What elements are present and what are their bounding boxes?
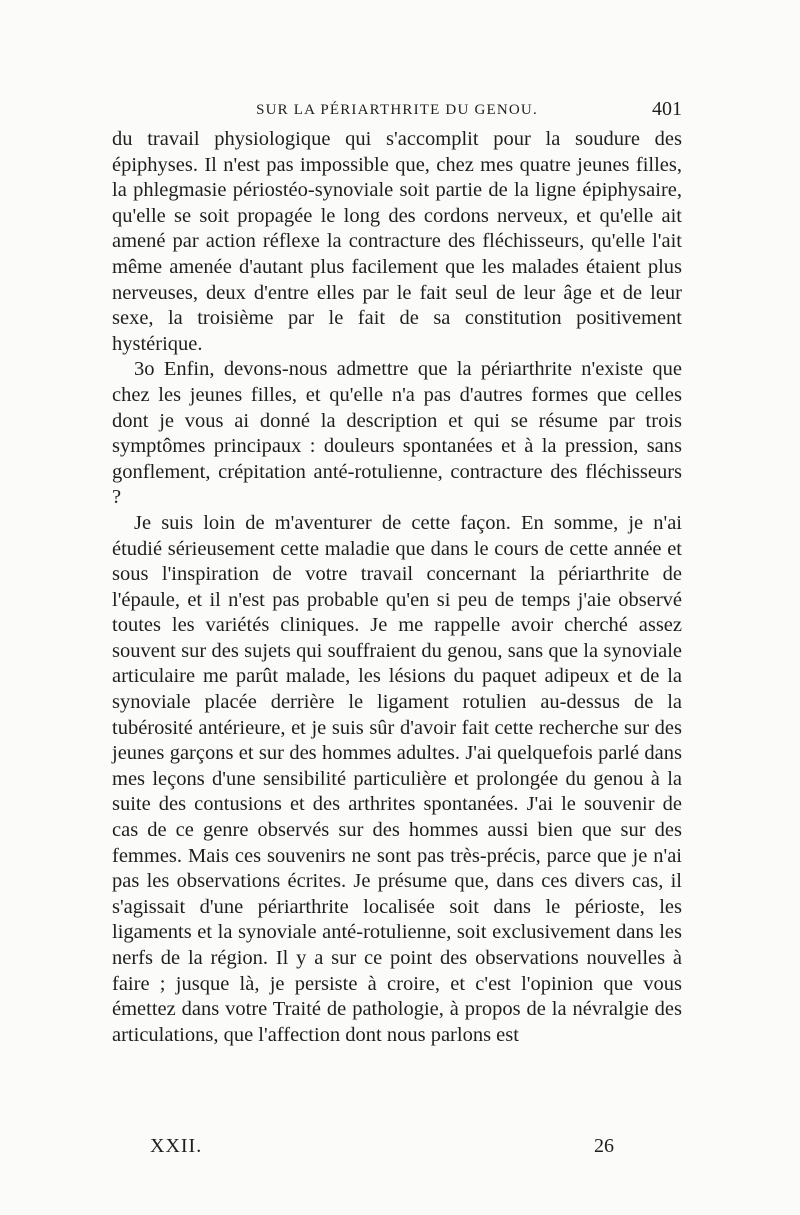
- signature-mark: 26: [594, 1135, 614, 1157]
- paragraph: 3o Enfin, devons-nous admettre que la périarthrite n'existe que chez les jeunes filles, et qu'elle n'a pas d'autres formes que celles dont je vous ai donné la description et qui se résume par trois symptômes principaux : douleurs spontanées et à la pression, sans gonflement, crépitation anté-rotulienne, contracture des fléchisseurs ?: [112, 358, 682, 509]
- body-text: [112, 127, 682, 1048]
- page-footer: [150, 1135, 620, 1165]
- volume-mark: XXII.: [150, 1135, 203, 1157]
- paragraph: du travail physiologique qui s'accomplit pour la soudure des épiphyses. Il n'est pas impossible que, chez mes quatre jeunes filles, la phlegmasie périostéo-synoviale soit partie de la ligne épiphysaire, qu'elle se soit propagée le long des cordons nerveux, et qu'elle ait amené par action réflexe la contracture des fléchisseurs, qu'elle l'ait même amenée d'autant plus facilement que les malades étaient plus nerveuses, deux d'entre elles par le fait seul de leur âge et de leur sexe, la troisième par le fait de sa constitution positivement hystérique.: [112, 128, 682, 355]
- running-head: SUR LA PÉRIARTHRITE DU GENOU.: [256, 102, 538, 118]
- page-header: [112, 96, 682, 126]
- paragraph: Je suis loin de m'aventurer de cette façon. En somme, je n'ai étudié sérieusement cette maladie que dans le cours de cette année et sous l'inspiration de votre travail concernant la périarthrite de l'épaule, et il n'est pas probable qu'en si peu de temps j'aie observé toutes les variétés cliniques. Je me rappelle avoir cherché assez souvent sur des sujets qui souffraient du genou, sans que la synoviale articulaire me parût malade, les lésions du paquet adipeux et de la synoviale placée derrière le ligament rotulien au-dessus de la tubérosité antérieure, et je suis sûr d'avoir fait cette recherche sur des jeunes garçons et sur des hommes adultes. J'ai quelquefois parlé dans mes leçons d'une sensibilité particulière et prolongée du genou à la suite des contusions et des arthrites spontanées. J'ai le souvenir de cas de ce genre observés sur des hommes aussi bien que sur des femmes. Mais ces souvenirs ne sont pas très-précis, parce que je n'ai pas les observations écrites. Je présume que, dans ces divers cas, il s'agissait d'une périarthrite localisée soit dans le périoste, les ligaments et la synoviale anté-rotulienne, soit exclusivement dans les nerfs de la région. Il y a sur ce point des observations nouvelles à faire ; jusque là, je persiste à croire, et c'est l'opinion que vous émettez dans votre Traité de pathologie, à propos de la névralgie des articulations, que l'affection dont nous parlons est: [112, 511, 682, 1046]
- page-number: 401: [652, 98, 682, 120]
